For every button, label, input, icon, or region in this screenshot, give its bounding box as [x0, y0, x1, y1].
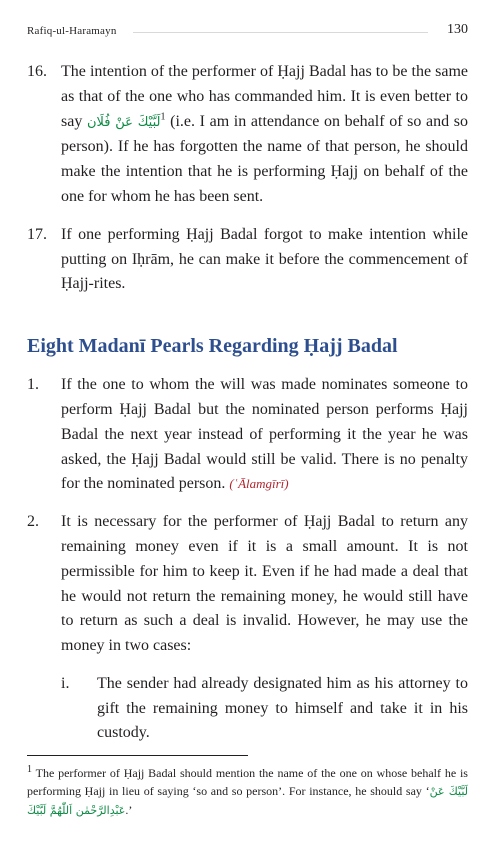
- list-item-17: [27, 223, 468, 297]
- item-text: The intention of the performer of Ḥajj Badal has to be the same as that of the one who has commanded him. It is even better to say: [61, 63, 468, 130]
- item-text-continued: (i.e. I am in attendance on behalf of so and so person). If he has forgotten the name of that person, he should make the intention that he is performing Ḥajj on behalf of the one for whom he has been sent.: [61, 112, 469, 205]
- page-number: 130: [447, 22, 468, 37]
- footnote-number: 1: [27, 764, 32, 775]
- page-body: [27, 60, 468, 746]
- footnote-arabic: لَبَّيْكَ عَنْ عَبْدِالرَّحْمٰن اَللّٰهُمَّ لَبَّيْكَ: [27, 785, 468, 817]
- item-number: 17.: [27, 225, 47, 243]
- footnote-text: The performer of Ḥajj Badal should mention the name of the one on whose behalf he is performing Ḥajj in lieu of saying ‘so and so person’. For instance, he should say ‘: [27, 766, 468, 798]
- reference-citation: (ʿĀlamgīrī): [229, 476, 289, 492]
- arabic-phrase: لَبَّيْكَ عَنْ فُلَان: [86, 114, 161, 130]
- sub-item-i: [27, 672, 468, 746]
- footnote-closing: .’: [125, 803, 133, 817]
- pearl-item-2: [27, 510, 468, 659]
- page-header: [27, 22, 468, 40]
- section-heading: Eight Madanī Pearls Regarding Ḥajj Badal: [27, 335, 398, 358]
- item-text: If one performing Ḥajj Badal forgot to make intention while putting on Iḥrām, he can make it before the commencement of Ḥajj-rites.: [61, 225, 468, 293]
- header-divider: [133, 32, 428, 33]
- list-item-16: [27, 60, 468, 210]
- item-number: 2.: [27, 513, 39, 531]
- footnote-divider: [27, 755, 248, 756]
- item-text: It is necessary for the performer of Ḥajj Badal to return any remaining money even if it is a small amount. It is not permissible for him to keep it. Even if he had made a deal that he would not return the remaining money, he would still have to return as such a deal is invalid. However, he may use the money in two cases:: [61, 513, 468, 655]
- footnote-mark[interactable]: 1: [160, 111, 166, 123]
- pearl-item-1: [27, 373, 468, 497]
- sub-item-text: The sender had already designated him as his attorney to gift the remaining money to himself and take it in his custody.: [97, 674, 468, 742]
- item-number: 1.: [27, 376, 39, 394]
- footnote: [27, 764, 468, 820]
- sub-item-number: i.: [61, 674, 70, 692]
- book-title: Rafiq-ul-Haramayn: [27, 25, 117, 37]
- item-text: If the one to whom the will was made nominates someone to perform Ḥajj Badal but the nominated person performs Ḥajj Badal the next year instead of performing it the year he was asked, the Ḥajj Badal would still be valid. There is no penalty for the nominated person.: [61, 376, 468, 493]
- item-number: 16.: [27, 63, 47, 80]
